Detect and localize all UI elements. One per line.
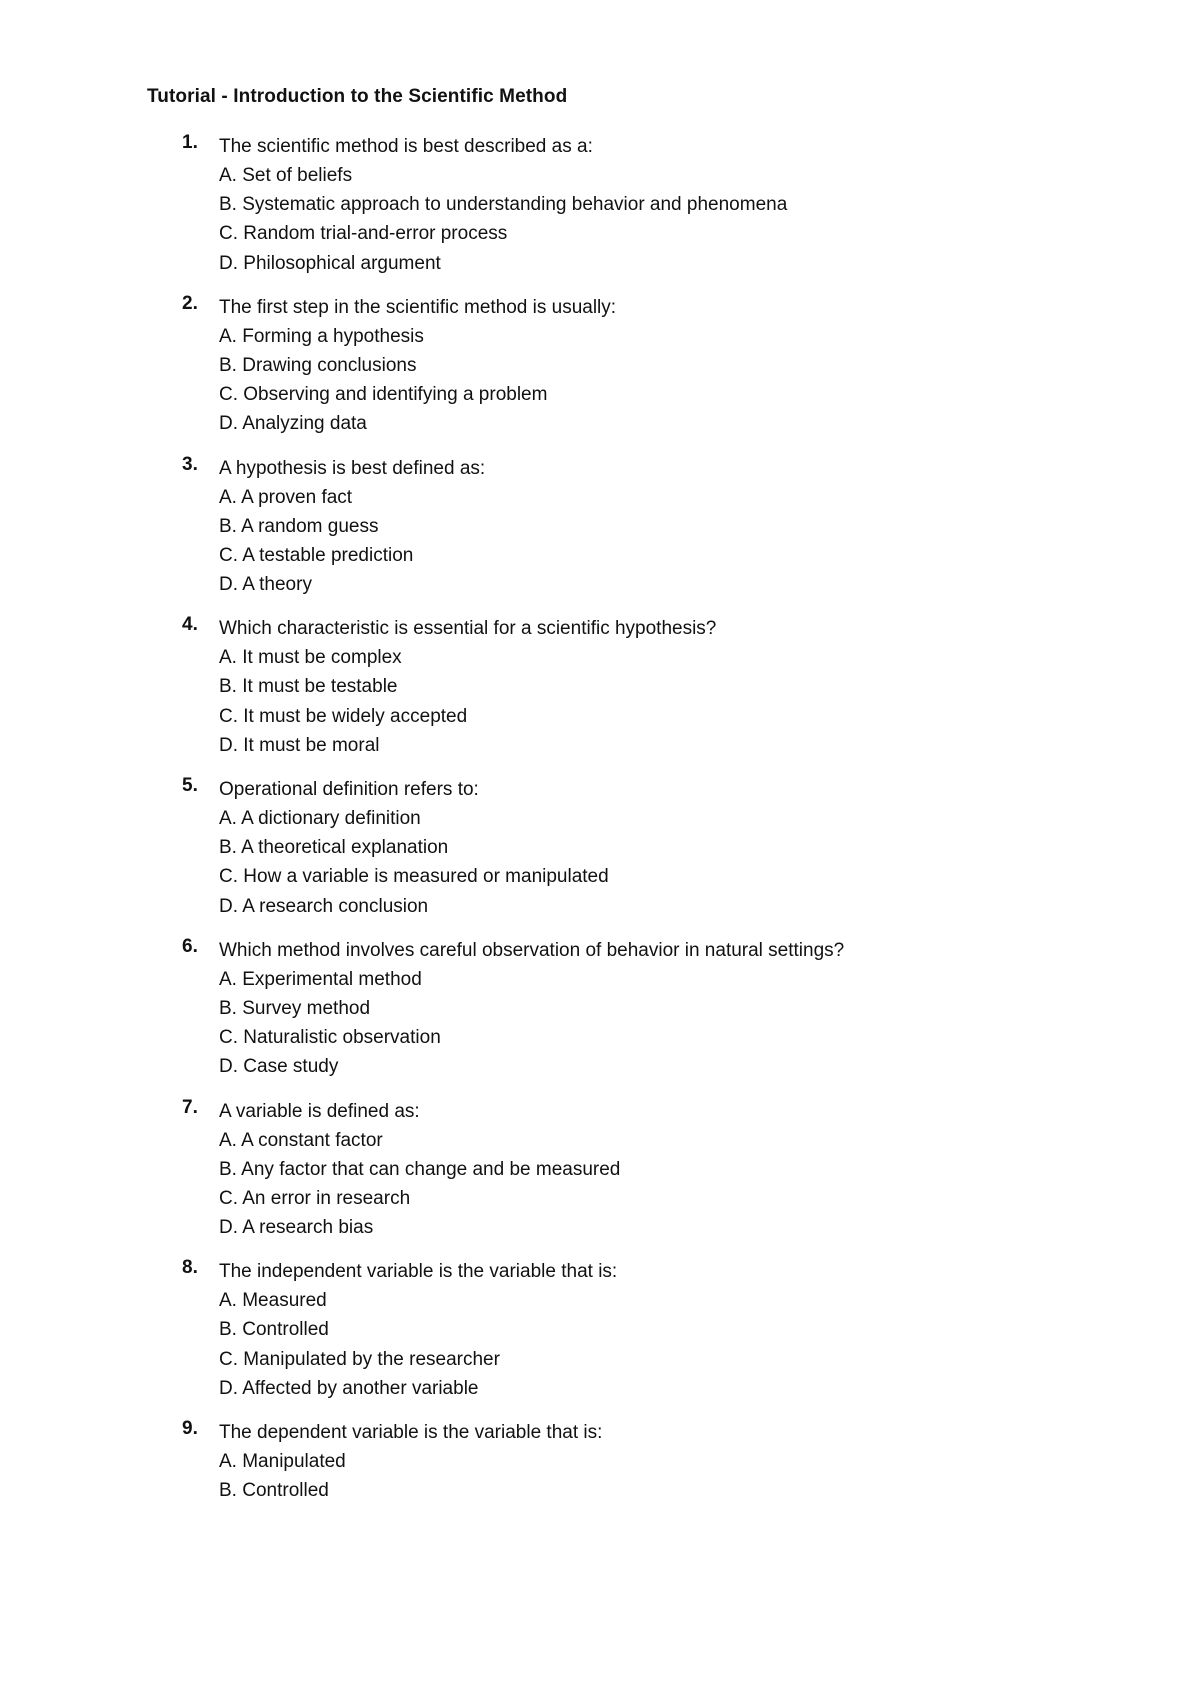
question-list [0, 132, 1200, 1520]
option-c: C. How a variable is measured or manipulated [219, 866, 609, 888]
question-number: 9. [182, 1418, 198, 1439]
question-text: The first step in the scientific method is usually: [219, 296, 617, 318]
question-4 [0, 614, 1200, 760]
option-a: A. Measured [219, 1290, 327, 1312]
option-d: D. It must be moral [219, 734, 380, 756]
question-8 [0, 1257, 1200, 1403]
option-d: D. A research bias [219, 1217, 374, 1239]
option-a: A. Experimental method [219, 968, 422, 990]
question-number: 2. [182, 292, 198, 314]
option-c: C. It must be widely accepted [219, 705, 468, 727]
option-d: D. A research conclusion [219, 895, 429, 917]
question-7 [0, 1097, 1200, 1243]
question-number: 4. [182, 614, 198, 636]
option-a: A. It must be complex [219, 647, 402, 669]
question-text: Which method involves careful observation of behavior in natural settings? [219, 939, 845, 961]
question-text: The scientific method is best described as a: [219, 136, 593, 157]
question-text: Which characteristic is essential for a scientific hypothesis? [219, 618, 717, 640]
question-text: Operational definition refers to: [219, 779, 479, 800]
option-c: C. Random trial-and-error process [219, 223, 508, 245]
question-3 [0, 454, 1200, 600]
option-b: B. A random guess [219, 515, 379, 537]
option-d: D. A theory [219, 574, 312, 596]
question-number: 6. [182, 935, 198, 957]
question-6 [0, 936, 1200, 1082]
option-d: D. Philosophical argument [219, 252, 441, 274]
document-title: Tutorial - Introduction to the Scientific Method [147, 86, 568, 107]
option-b: B. Any factor that can change and be measured [219, 1158, 621, 1180]
option-d: D. Affected by another variable [219, 1377, 479, 1399]
option-b: B. Survey method [219, 997, 371, 1019]
option-a: A. Forming a hypothesis [219, 325, 424, 347]
option-b: B. A theoretical explanation [219, 837, 449, 859]
option-d: D. Analyzing data [219, 413, 367, 435]
option-b: B. It must be testable [219, 676, 398, 698]
question-number: 3. [182, 453, 198, 475]
question-2 [0, 293, 1200, 439]
option-c: C. Manipulated by the researcher [219, 1348, 500, 1370]
question-text: A hypothesis is best defined as: [219, 457, 486, 479]
question-number: 8. [182, 1257, 198, 1279]
option-c: C. An error in research [219, 1187, 411, 1209]
option-a: A. A dictionary definition [219, 808, 421, 829]
option-b: B. Controlled [219, 1480, 329, 1502]
option-d: D. Case study [219, 1056, 339, 1078]
question-number: 1. [182, 132, 198, 153]
option-a: A. Manipulated [219, 1451, 346, 1472]
question-5 [0, 775, 1200, 921]
question-number: 7. [182, 1096, 198, 1118]
option-a: A. A constant factor [219, 1129, 383, 1151]
option-c: C. Observing and identifying a problem [219, 384, 548, 406]
option-c: C. Naturalistic observation [219, 1027, 441, 1049]
question-text: The dependent variable is the variable that is: [219, 1422, 603, 1443]
option-b: B. Drawing conclusions [219, 354, 417, 376]
option-c: C. A testable prediction [219, 544, 414, 566]
question-9 [0, 1418, 1200, 1505]
question-number: 5. [182, 775, 198, 796]
question-text: A variable is defined as: [219, 1100, 420, 1122]
option-b: B. Systematic approach to understanding behavior and phenomena [219, 194, 788, 216]
question-text: The independent variable is the variable that is: [219, 1261, 618, 1283]
option-b: B. Controlled [219, 1319, 329, 1341]
question-1 [0, 132, 1200, 278]
option-a: A. A proven fact [219, 486, 353, 508]
option-a: A. Set of beliefs [219, 165, 353, 186]
